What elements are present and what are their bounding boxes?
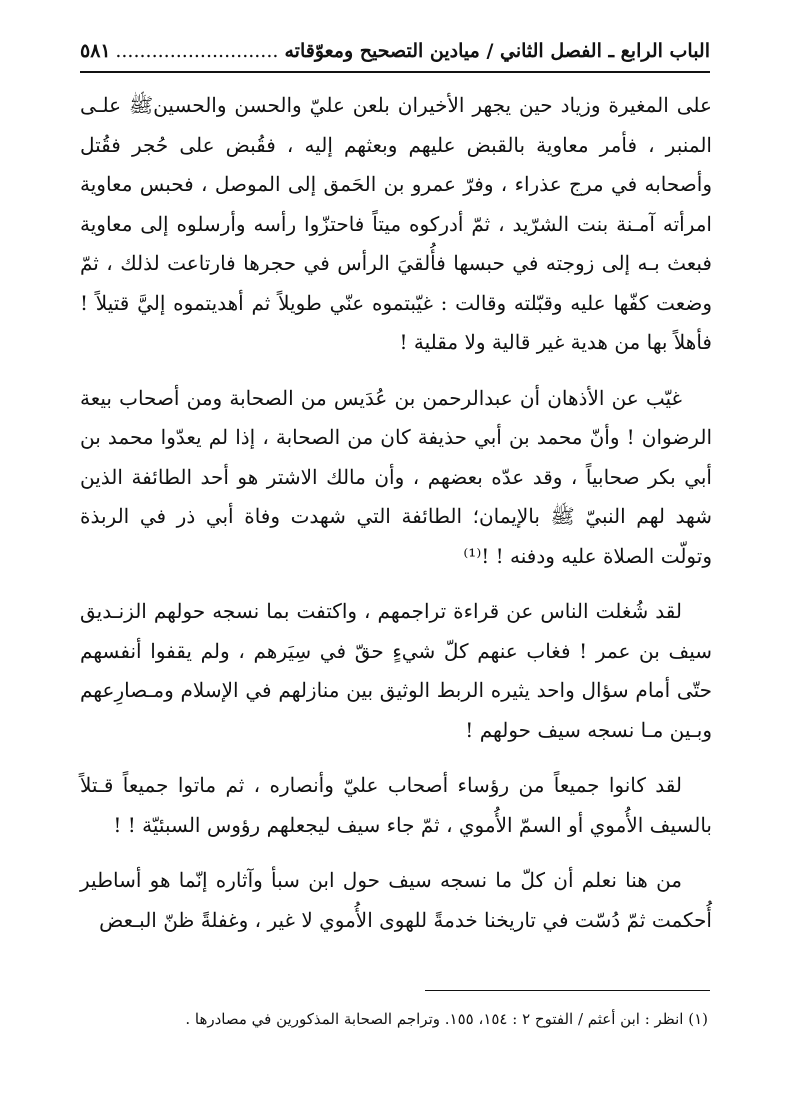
header-rule: [80, 71, 710, 73]
page-number: ٥٨١: [80, 40, 111, 62]
footnote-separator: [425, 990, 710, 991]
running-header: [80, 34, 710, 68]
paragraph-4: لقد كانوا جميعاً من رؤساء أصحاب عليّ وأنصاره ، ثم ماتوا جميعاً قـتلاً بالسيف الأُموي أو السمّ الأُموي ، ثمّ جاء سيف ليجعلهم رؤوس السبئيّة ! !: [80, 773, 712, 837]
main-text: [80, 86, 712, 956]
paragraph-2: غيّب عن الأذهان أن عبدالرحمن بن عُدَيس من الصحابة ومن أصحاب بيعة الرضوان ! وأنّ محمد بن أبي حذيفة كان من الصحابة ، إذا لم يعدّوا محمد بن أبي بكر صحابياً ، وقد عدّه بعضهم ، وأن مالك الاشتر هو أحد الطائفة الذين شهد لهم النبيّ ﷺ بالإيمان؛ الطائفة التي شهدت وفاة أبي ذر في الربذة وتولّت الصلاة عليه ودفنه ! !⁽¹⁾: [80, 385, 712, 568]
chapter-title: الباب الرابع ـ الفصل الثاني / ميادين التصحيح ومعوّقاته .....: [117, 40, 710, 62]
paragraph-5: من هنا نعلم أن كلّ ما نسجه سيف حول ابن سبأ وآثاره إنّما هو أساطير أُحكمت ثمّ دُسّت في تاريخنا خدمةً للهوى الأُموي لا غير ، وغفلةً ظنّ البـعض: [80, 868, 712, 932]
paragraph-3: لقد شُغلت الناس عن قراءة تراجمهم ، واكتفت بما نسجه حولهم الزنـديق سيف بن عمر ! فغاب عنهم كلّ شيءٍ حقّ في سِيَرهم ، ولم يقفوا أنفسهم حتّى أمام سؤال واحد يثيره الربط الوثيق بين منازلهم في الإسلام ومـصارِعهم وبـين مـا نسجه سيف حولهم !: [80, 599, 713, 742]
footnote: (١) انظر : ابن أعثم / الفتوح ٢ : ١٥٤، ١٥٥. وتراجم الصحابة المذكورين في مصادرها .: [185, 1010, 708, 1028]
paragraph-1: على المغيرة وزياد حين يجهر الأخيران بلعن عليّ والحسن والحسينﷺ علـى المنبر ، فأمر معاوية بالقبض عليهم وبعثهم إليه ، فقُبض على حُجر فقُتل وأصحابه في مرج عذراء ، وفرّ عمرو بن الحَمق إلى الموصل ، فحبس معاوية امرأته آمـنة بنت الشرّيد ، ثمّ أدركوه ميتاً فاحتزّوا رأسه وأرسلوه إلى معاوية فبعث بـه إلى زوجته في حبسها فأُلقيَ الرأس في حجرها فارتاعت لذلك ، ثمّ وضعت كفّها عليه وقبّلته وقالت : غيّبتموه عنّي طويلاً ثم أهديتموه إليَّ قتيلاً ! فأهلاً بها من هدية غير قالية ولا مقلية !: [80, 93, 712, 354]
